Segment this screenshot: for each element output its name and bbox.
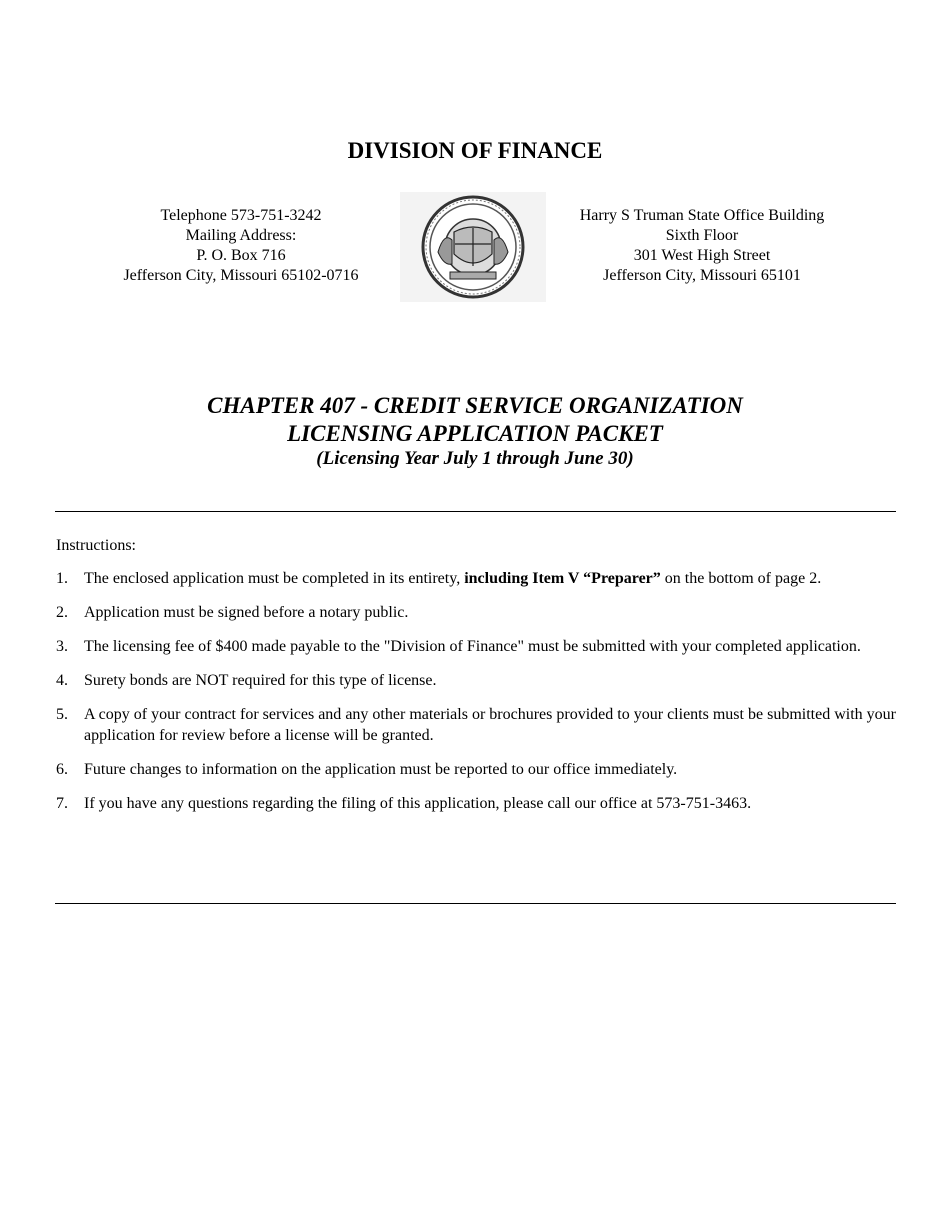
instruction-text-part: on the bottom of page 2. — [660, 570, 822, 587]
instructions-heading: Instructions: — [56, 537, 136, 554]
instruction-text: A copy of your contract for services and any other materials or brochures provided to your clients must be submitted with your application for review before a license will be granted. — [84, 706, 896, 744]
instruction-text: The licensing fee of $400 made payable to the "Division of Finance" must be submitted with your completed application. — [84, 638, 861, 655]
instructions-section — [56, 535, 896, 827]
instruction-text — [84, 568, 896, 589]
instruction-number: 7. — [56, 795, 68, 812]
po-box-line: P. O. Box 716 — [196, 247, 286, 264]
bottom-divider — [55, 903, 896, 904]
instruction-text: Application must be signed before a notary public. — [84, 604, 409, 621]
mailing-contact-block — [100, 206, 382, 286]
instruction-item — [56, 759, 896, 780]
instruction-item — [56, 793, 896, 814]
instruction-text: Future changes to information on the application must be reported to our office immediately. — [84, 761, 678, 778]
instruction-text-part: The enclosed application must be completed in its entirety, — [84, 570, 465, 587]
floor-line: Sixth Floor — [665, 227, 739, 244]
chapter-title — [0, 392, 950, 448]
instruction-number: 2. — [56, 604, 68, 621]
instruction-text: If you have any questions regarding the filing of this application, please call our office at 573-751-3463. — [84, 795, 752, 812]
instructions-list — [56, 568, 896, 814]
chapter-title-line-2: LICENSING APPLICATION PACKET — [287, 421, 663, 446]
instruction-text: Surety bonds are NOT required for this type of license. — [84, 672, 437, 689]
building-line: Harry S Truman State Office Building — [579, 207, 825, 224]
instruction-number: 1. — [56, 570, 68, 587]
mailing-address-label: Mailing Address: — [185, 227, 297, 244]
instruction-number: 4. — [56, 672, 68, 689]
office-location-block — [548, 206, 856, 286]
telephone-line: Telephone 573-751-3242 — [160, 207, 322, 224]
preparer-emphasis: including Item V “Preparer” — [464, 570, 661, 587]
office-city-line: Jefferson City, Missouri 65101 — [603, 267, 801, 284]
mailing-city-line: Jefferson City, Missouri 65102-0716 — [123, 267, 359, 284]
instruction-item — [56, 602, 896, 623]
instruction-item — [56, 636, 896, 657]
chapter-title-line-1: CHAPTER 407 - CREDIT SERVICE ORGANIZATION — [207, 393, 743, 418]
instruction-item — [56, 670, 896, 691]
page-title: DIVISION OF FINANCE — [347, 138, 603, 163]
licensing-year-subtitle: (Licensing Year July 1 through June 30) — [316, 448, 634, 469]
top-divider — [55, 511, 896, 512]
instruction-number: 3. — [56, 638, 68, 655]
instruction-number: 5. — [56, 706, 68, 723]
state-seal-icon — [400, 192, 546, 302]
instruction-number: 6. — [56, 761, 68, 778]
instruction-item — [56, 704, 896, 746]
instruction-item — [56, 568, 896, 589]
street-line: 301 West High Street — [633, 247, 771, 264]
